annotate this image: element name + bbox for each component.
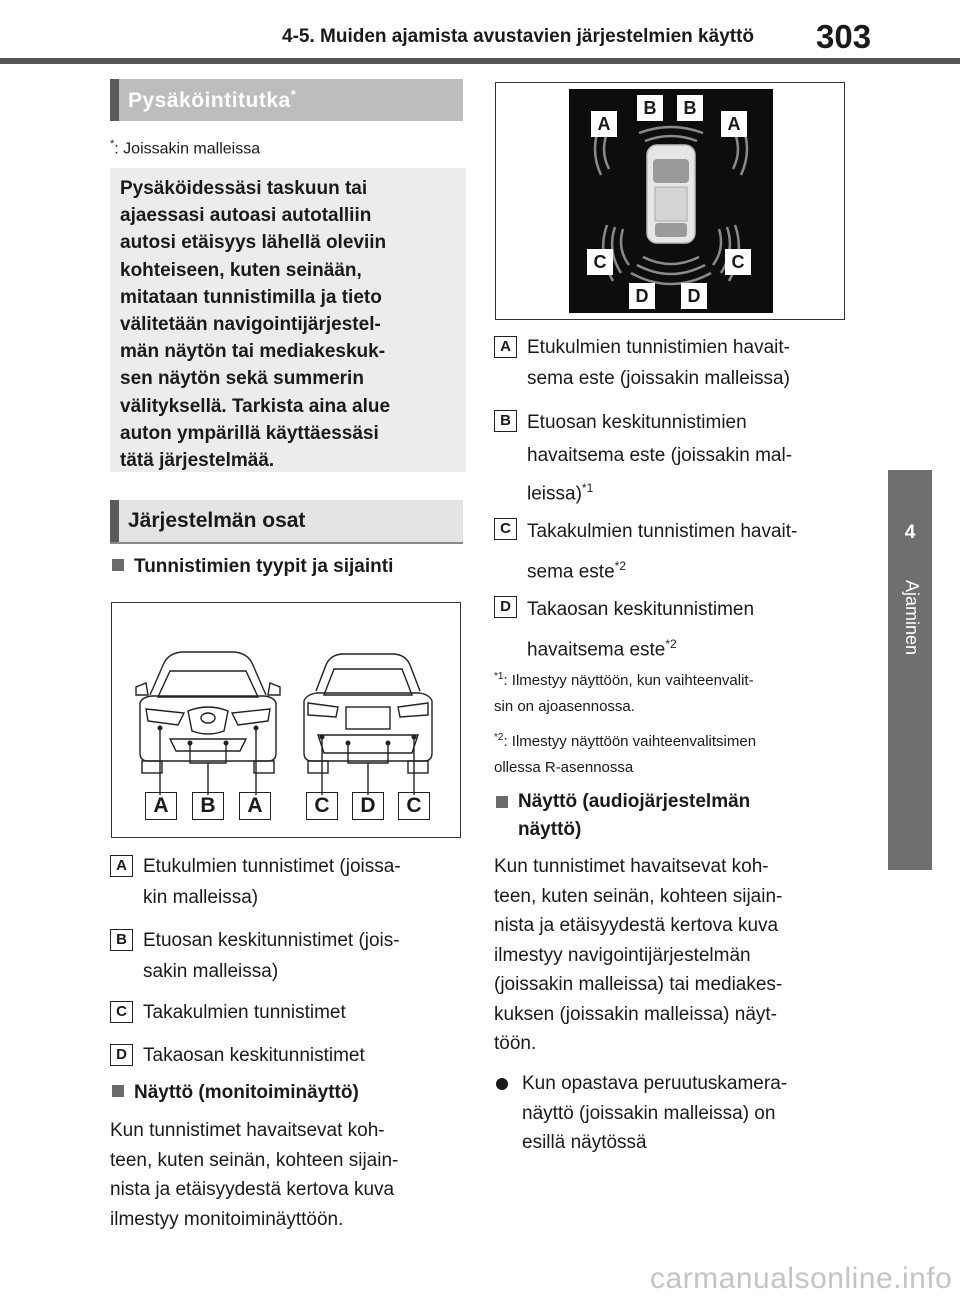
car-rear-window xyxy=(655,223,687,237)
rear-car-window xyxy=(324,669,412,695)
front-car-emblem xyxy=(201,713,215,723)
chapter-number: 4 xyxy=(904,522,916,543)
sensors-heading xyxy=(112,553,393,581)
front-car-mirrors xyxy=(136,683,280,695)
sensor-item xyxy=(110,997,470,1031)
item-text: Takakulmien tunnistimet xyxy=(143,1002,346,1023)
sensor-arc xyxy=(621,229,629,265)
sensor-dot xyxy=(412,735,417,740)
square-bullet-icon xyxy=(496,796,508,808)
item-label-box: C xyxy=(494,518,517,540)
item-text xyxy=(527,592,754,667)
screen-label-box: C xyxy=(587,249,613,275)
sensor-item xyxy=(110,925,470,989)
sensor-arc xyxy=(637,265,705,274)
front-car-roof xyxy=(150,652,266,695)
heading-rule xyxy=(110,542,463,544)
item-text xyxy=(527,332,790,394)
footnote-2 xyxy=(494,725,854,781)
sensor-arc xyxy=(645,136,697,141)
footnote-text: : Joissakin malleissa xyxy=(114,140,261,158)
item-label-box: D xyxy=(110,1044,133,1066)
chapter-label: Ajaminen xyxy=(902,580,922,656)
sensor-arc xyxy=(612,227,621,273)
audio-heading-text: Näyttö (audiojärjestelmän näyttö) xyxy=(518,791,751,840)
header-rule xyxy=(0,58,960,64)
figure-label-box: A xyxy=(239,792,271,820)
section-heading-text: Pysäköintitutka xyxy=(128,89,291,112)
figure-label-box: C xyxy=(306,792,338,820)
audio-paragraph: Kun tunnistimet havaitsevat koh- teen, kuten seinän, kohteen sijain- nista ja etäisyydestä kertova kuva ilmestyy navigointijärjestelmän (joissakin malleissa) tai mediakes- kuksen (joissakin malleissa) näyt- töön. xyxy=(494,856,783,1054)
obstacle-item xyxy=(494,406,864,506)
rear-car-bumper xyxy=(318,735,418,753)
heading-bar xyxy=(110,500,119,544)
leader-line-front-center-2 xyxy=(208,743,226,763)
item-label-box: B xyxy=(110,929,133,951)
item-text: Takaosan keskitunnistimet xyxy=(143,1045,365,1066)
sensor-arc xyxy=(639,127,703,133)
screen-label-box: D xyxy=(681,283,707,309)
screen-label-box: A xyxy=(591,111,617,137)
car-top-view xyxy=(647,145,695,243)
square-bullet-icon xyxy=(112,559,124,571)
rear-car-taillights xyxy=(308,703,428,717)
footnote-mark: *1 xyxy=(494,671,504,682)
item-text: Etukulmien tunnistimet (joissa- kin malleissa) xyxy=(143,856,401,908)
obstacle-item xyxy=(494,514,864,584)
display-heading xyxy=(112,1079,359,1107)
item-label-box: A xyxy=(494,336,517,358)
heading-bar xyxy=(110,79,119,121)
sensor-item xyxy=(110,851,470,915)
components-heading: Järjestelmän osat xyxy=(128,509,306,532)
obstacle-item xyxy=(494,332,864,396)
screen-label-box: B xyxy=(637,95,663,121)
item-footnote-mark: *2 xyxy=(614,559,626,573)
front-car-grille xyxy=(188,707,228,734)
screen-figure xyxy=(495,82,845,320)
sensor-location-figure xyxy=(111,602,461,838)
sensor-dot xyxy=(386,741,391,746)
display-heading-text: Näyttö (monitoiminäyttö) xyxy=(134,1082,359,1103)
screen-display xyxy=(569,89,773,313)
bullet-text: Kun opastava peruutuskamera- näyttö (joissakin malleissa) on esillä näytössä xyxy=(522,1073,788,1153)
screen-label-box: C xyxy=(725,249,751,275)
chapter-label-wrap xyxy=(888,580,932,690)
front-car-windshield xyxy=(158,671,258,697)
rear-car-tailgate xyxy=(346,707,390,729)
item-text-body: Etuosan keskitunnistimien havaitsema este (joissakin mal- leissa) xyxy=(527,412,793,505)
square-bullet-icon xyxy=(112,1085,124,1097)
item-text-body: Etukulmien tunnistimien havait- sema este (joissakin malleissa) xyxy=(527,337,790,389)
item-text xyxy=(527,406,792,510)
components-heading-band xyxy=(110,500,463,544)
footnote-mark: *2 xyxy=(494,732,504,743)
figure-label-box: D xyxy=(352,792,384,820)
car-roof xyxy=(655,187,687,221)
bullet-item xyxy=(496,1069,866,1161)
footnote-mark: * xyxy=(110,138,115,150)
item-text-body: Takaosan keskitunnistimen havaitsema este xyxy=(527,599,755,661)
item-footnote-mark: *1 xyxy=(581,481,594,495)
rear-car-wheel-left xyxy=(308,761,328,773)
display-paragraph: Kun tunnistimet havaitsevat koh- teen, kuten seinän, kohteen sijain- nista ja etäisyydestä kertova kuva ilmestyy monitoiminäyttöön. xyxy=(110,1120,399,1230)
screen-label-box: B xyxy=(677,95,703,121)
audio-heading xyxy=(496,788,856,844)
footnote-text: : Ilmestyy näyttöön vaihteenvalitsimen ollessa R-asennossa xyxy=(494,733,757,776)
figure-label-box: B xyxy=(192,792,224,820)
item-text xyxy=(527,514,797,589)
item-text-body: Takakulmien tunnistimen havait- sema este xyxy=(527,521,798,583)
model-footnote xyxy=(110,138,260,158)
section-heading-band xyxy=(110,79,463,121)
figure-label-box: C xyxy=(398,792,430,820)
front-car-wheel-left xyxy=(142,761,162,773)
sensor-item xyxy=(110,1040,470,1074)
watermark: carmanualsonline.info xyxy=(650,1262,953,1295)
sensor-dot xyxy=(158,726,163,731)
sensor-dot xyxy=(346,741,351,746)
leader-line-rear-center xyxy=(348,743,368,795)
section-heading-mark: * xyxy=(290,87,297,102)
sensor-dot xyxy=(224,741,229,746)
item-label-box: D xyxy=(494,596,517,618)
sensor-dot xyxy=(188,741,193,746)
rear-car-roof xyxy=(316,654,420,691)
footnote-text: : Ilmestyy näyttöön, kun vaihteenvalit- sin on ajoasennossa. xyxy=(494,672,754,715)
item-text: Etuosan keskitunnistimet (jois- sakin malleissa) xyxy=(143,930,400,982)
screen-label-box: A xyxy=(721,111,747,137)
obstacle-item xyxy=(494,592,864,662)
intro-text: Pysäköidessäsi taskuun tai ajaessasi autoasi autotalliin autosi etäisyys lähellä oleviin kohteiseen, kuten seinään, mitataan tunnistimilla ja tieto välitetään navigointijärjestel- män näytön tai mediakeskuk- sen näytön sekä summerin välityksellä. Tarkista aina alue auton ympärillä käyttäessäsi tätä järjestelmää. xyxy=(120,178,391,472)
footnote-1 xyxy=(494,664,854,720)
sensor-dot xyxy=(254,726,259,731)
sensors-heading-text: Tunnistimien tyypit ja sijainti xyxy=(134,556,394,577)
section-title: 4-5. Muiden ajamista avustavien järjestelmien käyttö xyxy=(282,26,755,47)
item-label-box: B xyxy=(494,410,517,432)
car-windshield xyxy=(653,159,689,183)
front-car-wheel-right xyxy=(254,761,274,773)
front-car-lower-grille xyxy=(170,739,246,751)
section-heading xyxy=(128,87,296,113)
item-label-box: C xyxy=(110,1001,133,1023)
item-footnote-mark: *2 xyxy=(665,637,677,651)
screen-label-box: D xyxy=(629,283,655,309)
sensor-dot xyxy=(320,735,325,740)
sensor-arc xyxy=(713,229,721,265)
intro-box xyxy=(110,168,466,472)
rear-car-wheel-right xyxy=(408,761,428,773)
item-label-box: A xyxy=(110,855,133,877)
page-number: 303 xyxy=(816,18,872,55)
bullet-dot-icon xyxy=(496,1078,508,1090)
figure-label-box: A xyxy=(145,792,177,820)
sensor-arc xyxy=(643,257,699,264)
